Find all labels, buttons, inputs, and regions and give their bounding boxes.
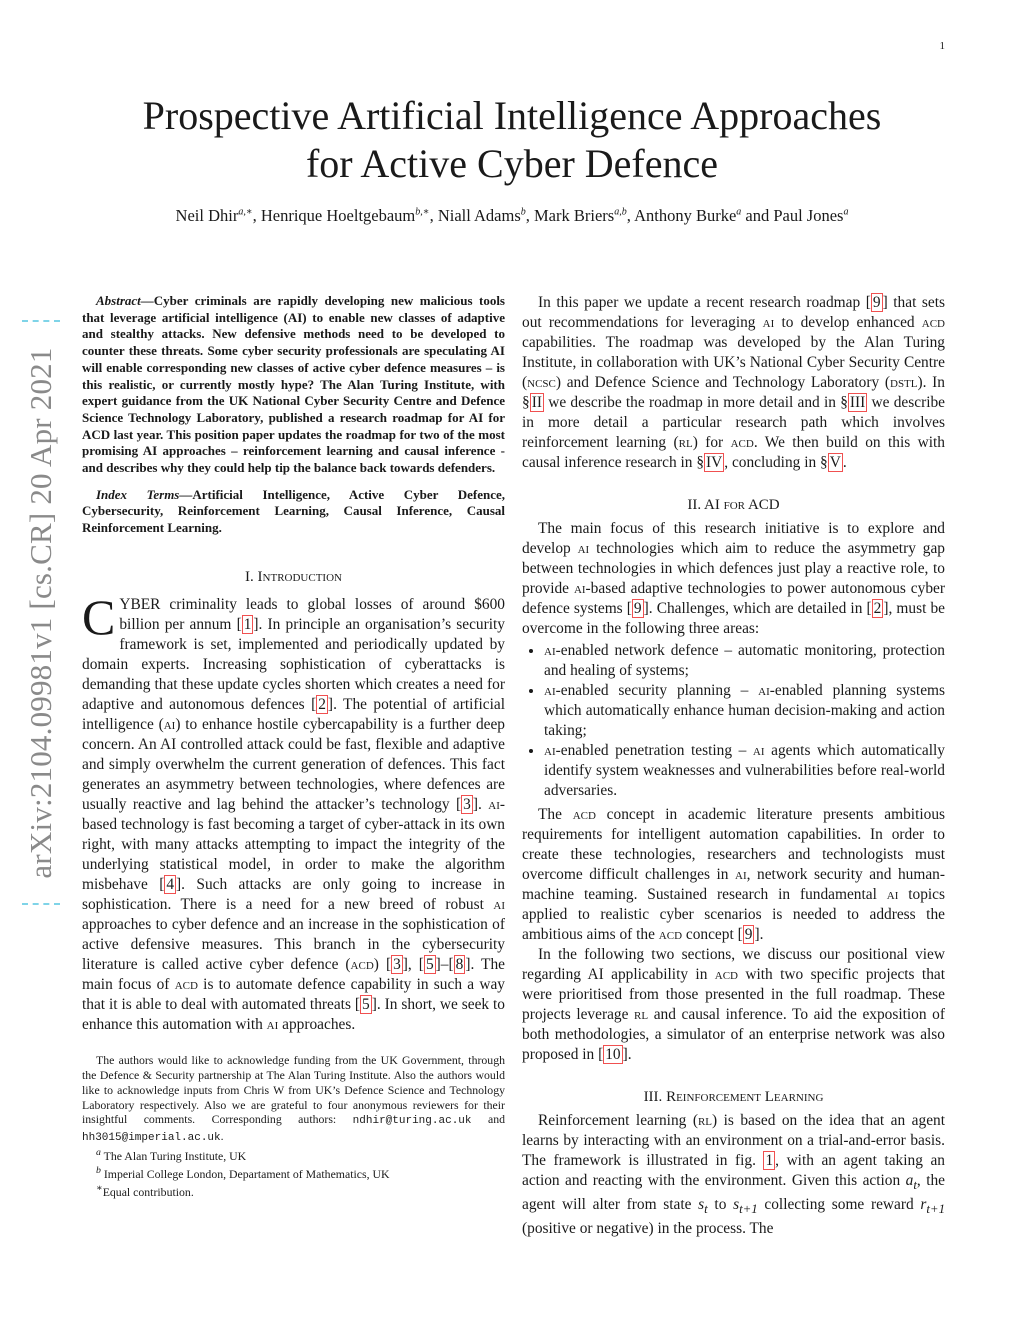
list-item: • ai-enabled network defence – automatic monitoring, protection and healing of systems; — [544, 641, 945, 681]
citation-link[interactable]: 9 — [633, 600, 642, 617]
section-heading-ai-for-acd: II. AI for ACD — [687, 497, 780, 513]
intro-paragraph: CYBER criminality leads to global losses of around $600 billion per annum [ 1 ]. In principle an organisation’s security framework is set, implemented and periodically updated by domain experts. Increasing sophistication of cyberattacks is demanding that these update cycles shorten which creates a need for adaptive and autonomous defences [ 2 ]. The potential of artificial intelligence (ai) to enhance hostile cybercapability is a further deep concern. An AI controlled attack could be fast, flexible and adaptive and simply overwhelm the current generation of defences. This fact generates an asymmetry between technologies, where defences are usually reactive and lag behind the attacker’s technology [ 3 ]. ai-based technology is fast becoming a target of cyber-attack in its own right, with many attacks attempting to impact the integrity of the underlying statistical model, in order to make the algorithm misbehave [ 4 ]. Such attacks are only going to increase in sophistication. There is a need for a new breed of robust ai approaches to cyber defence and an increase in the sophistication of active defensive measures. This branch in the cybersecurity literature is called active cyber defence (acd) [ 3 ], [ 5 ]–[ 8 ]. The main focus of acd is to automate defence capability in such a way that it is able to deal with automated threats [ 5 ]. In short, we seek to enhance this automation with ai approaches. — [82, 588, 506, 1033]
challenge-list — [522, 641, 945, 801]
citation-link[interactable]: 9 — [872, 294, 881, 311]
figure-link[interactable]: 1 — [765, 1152, 774, 1169]
citation-link[interactable]: 5 — [362, 995, 370, 1013]
citation-link[interactable]: 2 — [873, 600, 882, 617]
abstract-text: Cyber criminals are rapidly developing new malicious tools that leverage artificial intelligence (AI) to enable new classes of adaptive and stealthy attacks. New defensive methods need to be developed to counter these threats. Some cyber security professionals are speculating AI will enable corresponding new classes of active cyber defence measures – is this realistic, or currently mostly hype? The Alan Turing Institute, with expert guidance from the UK National Cyber Security Centre and Defence Science Technology Laboratory, published a research roadmap for AI for ACD last year. This position paper updates the roadmap for two of the most promising AI approaches – reinforcement learning and causal inference - and describes why they could help tip the balance back towards defenders. — [82, 293, 505, 476]
citation-link[interactable]: 2 — [318, 695, 326, 713]
right-column — [522, 293, 945, 1239]
email-link[interactable]: hh3015@imperial.ac.uk — [82, 1132, 221, 1145]
ai-for-acd-paragraph-3: In the following two sections, we discuss our positional view regarding AI applicability in acd with two specific projects that were prioritised from those presented in the full roadmap. These projects leverage rl and causal inference. To aid the exposition of both methodologies, a simulator of an enterprise network was also proposed in [ 10 ]. — [522, 946, 946, 1063]
author: Mark Briers$^{a,b}$, — [534, 206, 635, 225]
abstract — [82, 293, 505, 477]
intro-continuation-paragraph: In this paper we update a recent research roadmap [ 9 ] that sets out recommendations for leveraging ai to develop enhanced acd capabilities. The roadmap was developed by the Alan Turing Institute, in collaboration with UK’s National Cyber Security Centre (ncsc) and Defence Science and Technology Laboratory (dstl). In § II we describe the roadmap in more detail and in § III we describe in more detail a particular research path which involves reinforcement learning (rl) for acd. We then build on this with causal inference research in § IV , concluding in § V . — [522, 294, 945, 471]
abstract-lead: Abstract— — [96, 293, 154, 308]
ai-for-acd-paragraph-1: The main focus of this research initiative is to explore and develop ai technologies which aim to reduce the asymmetry gap between technologies in which defences just play a reactive role, to provide ai-based adaptive technologies to power autonomous cyber defence systems [ 9 ]. Challenges, which are detailed in [ 2 ], must be overcome in the following three areas: — [522, 520, 945, 637]
author: Henrique Hoeltgebaum$^{b,∗}$, — [260, 206, 438, 225]
list-item: • ai-enabled security planning – ai-enabled planning systems which automatically enhance human decision-making and action taking; — [544, 681, 945, 741]
index-terms — [82, 487, 505, 537]
affiliation-footnote-b: $^b$ Imperial College London, Departament of Mathematics, UK — [96, 1165, 390, 1182]
equal-contribution-footnote: ∗Equal contribution. — [96, 1182, 194, 1199]
author: Niall Adams$^b$, — [437, 206, 535, 225]
list-item: • ai-enabled penetration testing – ai agents which automatically identify system weaknesses and vulnerabilities before real-world adversaries. — [544, 741, 945, 801]
funding-footnote: The authors would like to acknowledge funding from the UK Government, through the Defence & Security partnership at The Alan Turing Institute. Also the authors would like to acknowledge inputs from Chris W from UK’s Defence Science and Technology Laboratory respectively. Also we are grateful to four anonymous reviewers for their insightful comments. Corresponding authors: ndhir@turing.ac.uk and hh3015@imperial.ac.uk. — [82, 1052, 506, 1145]
title-line-1: Prospective Artificial Intelligence Approaches — [142, 93, 882, 138]
ai-for-acd-paragraph-2: The acd concept in academic literature presents ambitious requirements for intelligent automation capabilities. In order to create these technologies, researchers and technologists must overcome difficult challenges in ai, network security and human-machine teaming. Sustained research in fundamental ai topics applied to realistic cyber scenarios is needed to address the ambitious aims of the acd concept [ 9 ]. — [522, 806, 945, 943]
drop-cap: C — [82, 588, 116, 645]
author-list — [0, 206, 1024, 226]
left-column — [82, 293, 505, 1200]
index-terms-text: Artificial Intelligence, Active Cyber Defence, Cybersecurity, Reinforcement Learning, Causal Inference, Causal Reinforcement Learning. — [82, 486, 505, 536]
section-link[interactable]: V — [829, 454, 841, 471]
index-terms-lead: Index Terms— — [96, 486, 193, 502]
citation-link[interactable]: 3 — [463, 795, 471, 813]
reinforcement-learning-paragraph: Reinforcement learning (rl) is based on the idea that an agent learns by interacting with an environment on a trial-and-error basis. The framework is illustrated in fig. 1 , with an agent taking an action and reacting with the environment. Given this action $a_t$, the agent will alter from state $s_t$ to $s_{t+1}$ collecting some reward $r_{t+1}$ (positive or negative) in the process. The — [522, 1112, 945, 1238]
arxiv-stamp[interactable] — [22, 320, 60, 905]
citation-link[interactable]: 5 — [425, 955, 434, 973]
page-number: 1 — [939, 40, 945, 52]
author: Neil Dhir$^{a,∗}$, — [175, 206, 261, 225]
author: Anthony Burke$^a$ and — [634, 206, 774, 225]
citation-link[interactable]: 9 — [744, 926, 753, 943]
author: Paul Jones$^a$ — [773, 206, 849, 225]
citation-link[interactable]: 1 — [243, 615, 252, 633]
affiliation-footnote-a: $^a$ The Alan Turing Institute, UK — [96, 1147, 247, 1164]
section-link[interactable]: III — [849, 394, 866, 411]
section-heading-reinforcement-learning: III. Reinforcement Learning — [643, 1089, 824, 1105]
section-link[interactable]: II — [531, 394, 542, 411]
section-link[interactable]: IV — [706, 454, 723, 471]
section-heading-introduction: I. Introduction — [245, 568, 342, 585]
citation-link[interactable]: 3 — [393, 955, 401, 973]
citation-link[interactable]: 10 — [605, 1046, 621, 1063]
arxiv-stamp-text: arXiv:2104.09981v1 [cs.CR] 20 Apr 2021 — [23, 346, 58, 879]
title-line-2: for Active Cyber Defence — [305, 141, 719, 186]
email-link[interactable]: ndhir@turing.ac.uk — [352, 1115, 472, 1128]
citation-link[interactable]: 8 — [455, 955, 464, 973]
citation-link[interactable]: 4 — [166, 875, 175, 893]
paper-title — [0, 92, 1024, 188]
